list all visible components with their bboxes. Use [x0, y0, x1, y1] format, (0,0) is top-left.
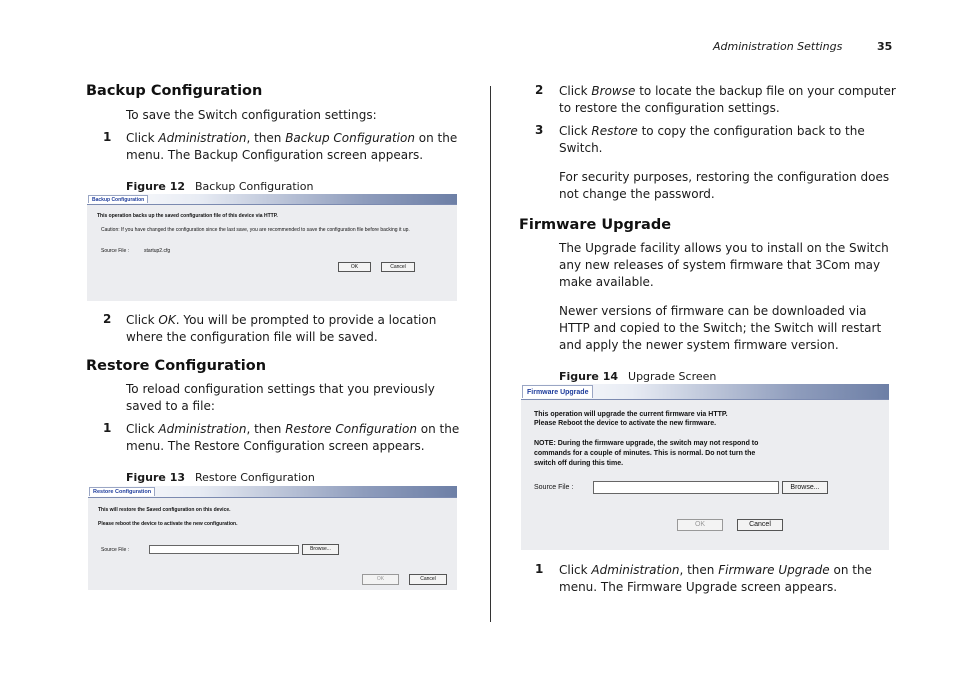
restore-screen-line1: This will restore the Saved configuration on this device. [98, 507, 231, 513]
firmware-heading: Firmware Upgrade [519, 217, 672, 233]
firmware-screen-note1: NOTE: During the firmware upgrade, the switch may not respond to [534, 440, 759, 447]
backup-screen-caution: Caution: If you have changed the configuration since the last save, you are recommended to save the configuration file before backing it up. [101, 227, 410, 233]
figure-12-caption: Figure 12 Backup Configuration [126, 180, 314, 193]
backup-step1-text: Click Administration, then Backup Configuration on the menu. The Backup Configuration screen appears. [126, 131, 458, 162]
running-header: Administration Settings [713, 40, 843, 53]
firmware-screen-line2: Please Reboot the device to activate the new firmware. [534, 420, 717, 427]
backup-configuration-screen [87, 194, 457, 301]
backup-intro: To save the Switch configuration settings: [126, 108, 377, 122]
cancel-button[interactable]: Cancel [381, 262, 415, 272]
tab-restore-configuration[interactable]: Restore Configuration [89, 487, 155, 496]
restore-source-label: Source File : [101, 547, 130, 553]
firmware-source-label: Source File : [534, 484, 574, 491]
restore-security-note: For security purposes, restoring the configuration does not change the password. [559, 170, 890, 201]
backup-screen-description: This operation backs up the saved configuration file of this device via HTTP. [97, 213, 278, 219]
backup-step1-number: 1 [103, 130, 112, 144]
ok-button[interactable]: OK [338, 262, 371, 272]
firmware-para1: The Upgrade facility allows you to install on the Switch any new releases of system firmware that 3Com may make available. [559, 241, 889, 289]
firmware-step1-number: 1 [535, 562, 544, 576]
restore-step1-number: 1 [103, 421, 112, 435]
restore-configuration-screen [88, 486, 457, 590]
firmware-tab-bar [521, 384, 889, 400]
firmware-screen-note3: switch off during this time. [534, 460, 624, 467]
backup-heading: Backup Configuration [86, 83, 263, 99]
backup-step2-number: 2 [103, 312, 112, 326]
page-number: 35 [877, 40, 893, 53]
restore-step2-number: 2 [535, 83, 544, 97]
cancel-button[interactable]: Cancel [409, 574, 447, 585]
ok-button[interactable]: OK [677, 519, 723, 531]
restore-step3-text: Click Restore to copy the configuration back to the Switch. [559, 124, 865, 155]
firmware-source-file-input[interactable] [593, 481, 779, 494]
backup-step2-text: Click OK. You will be prompted to provide a location where the configuration file will be saved. [126, 313, 437, 344]
column-divider [490, 86, 491, 622]
restore-tab-bar [88, 486, 457, 498]
backup-tab-bar [87, 194, 457, 205]
browse-button[interactable]: Browse... [302, 544, 339, 555]
ok-button[interactable]: OK [362, 574, 399, 585]
browse-button[interactable]: Browse... [782, 481, 828, 494]
tab-backup-configuration[interactable]: Backup Configuration [88, 195, 148, 203]
firmware-para2: Newer versions of firmware can be downloaded via HTTP and copied to the Switch; the Switch will restart and apply the newer system firmware version. [559, 304, 882, 352]
backup-source-value: startup2.cfg [144, 248, 171, 254]
tab-firmware-upgrade[interactable]: Firmware Upgrade [522, 385, 593, 398]
firmware-screen-note2: commands for a couple of minutes. This is normal. Do not turn the [534, 450, 756, 457]
figure-14-caption: Figure 14 Upgrade Screen [559, 370, 717, 383]
restore-step1-text: Click Administration, then Restore Configuration on the menu. The Restore Configuration screen appears. [126, 422, 460, 453]
cancel-button[interactable]: Cancel [737, 519, 783, 531]
restore-intro: To reload configuration settings that you previously saved to a file: [126, 382, 435, 413]
firmware-screen-line1: This operation will upgrade the current firmware via HTTP. [534, 411, 728, 418]
restore-step3-number: 3 [535, 123, 544, 137]
firmware-upgrade-screen [521, 384, 889, 550]
backup-source-label: Source File : [101, 248, 130, 254]
restore-heading: Restore Configuration [86, 358, 267, 374]
restore-source-file-input[interactable] [149, 545, 299, 554]
firmware-step1-text: Click Administration, then Firmware Upgrade on the menu. The Firmware Upgrade screen appears. [559, 563, 872, 594]
restore-screen-line2: Please reboot the device to activate the new configuration. [98, 521, 238, 527]
restore-step2-text: Click Browse to locate the backup file on your computer to restore the configuration settings. [559, 84, 896, 115]
figure-13-caption: Figure 13 Restore Configuration [126, 471, 315, 484]
